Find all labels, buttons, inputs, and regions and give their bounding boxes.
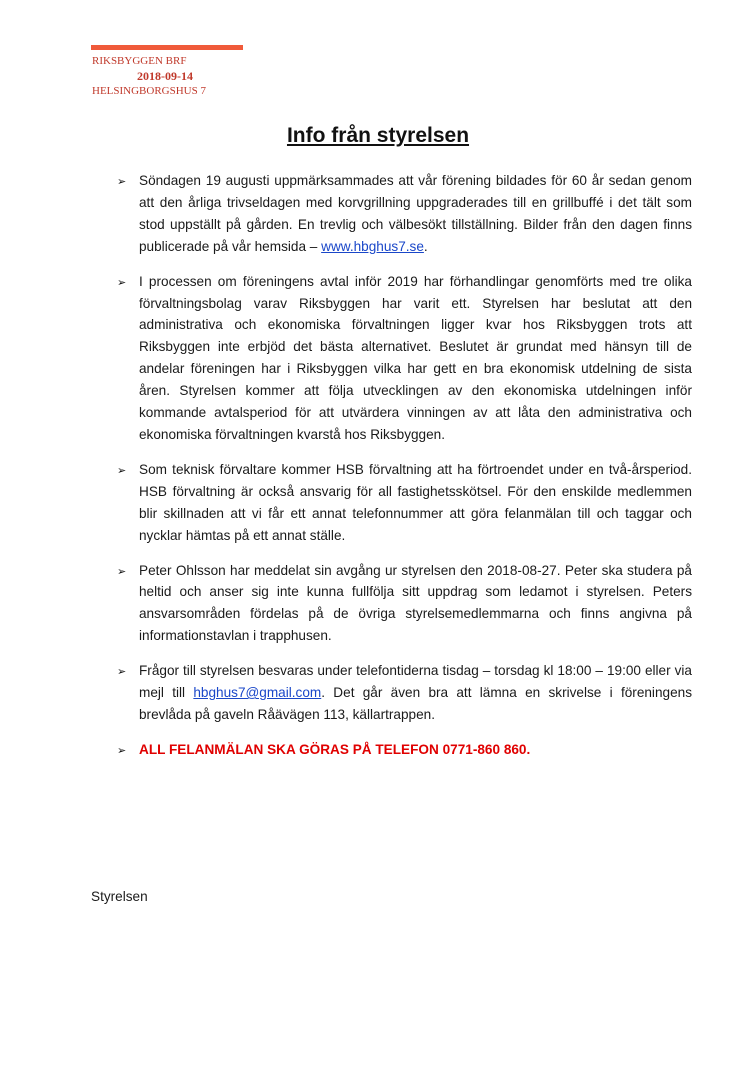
signature: Styrelsen bbox=[91, 889, 148, 904]
header-date: 2018-09-14 bbox=[137, 69, 193, 83]
arrowhead-bullet-icon: ➢ bbox=[117, 744, 127, 757]
list-item bbox=[117, 459, 692, 547]
arrowhead-bullet-icon: ➢ bbox=[117, 565, 127, 578]
page-title: Info från styrelsen bbox=[286, 124, 470, 147]
arrowhead-bullet-icon: ➢ bbox=[117, 276, 127, 289]
list-item-text: Som teknisk förvaltare kommer HSB förvaltning att ha förtroendet under en två-årsperiod. HSB förvaltning är också ansvarig för all fastighetsskötsel. För den enskilde medlemmen blir skillnaden att vi får ett annat telefonnummer att göra felanmälan till och taggar och nycklar hämtas på ett annat ställe. bbox=[139, 461, 692, 543]
header-org: RIKSBYGGEN BRF bbox=[92, 55, 187, 67]
header-rule bbox=[91, 45, 243, 50]
list-item-text: Peter Ohlsson har meddelat sin avgång ur styrelsen den 2018-08-27. Peter ska studera på heltid och anser sig inte kunna fullfölja sitt uppdrag som ledamot i styrelsen. Peters ansvarsområden fördelas på de övriga styrelsemedlemmarna och finns angivna på informationstavlan i trapphusen. bbox=[139, 562, 692, 644]
header-association-name: HELSINGBORGSHUS 7 bbox=[92, 85, 206, 97]
arrowhead-bullet-icon: ➢ bbox=[117, 666, 127, 679]
list-item bbox=[117, 560, 692, 648]
list-item-text: I processen om föreningens avtal inför 2019 har förhandlingar genomförts med tre olika förvaltningsbolag varav Riksbyggen har varit ett. Styrelsen har beslutat att den administrativa och ekonomiska förvaltningen ligger kvar hos Riksbyggen trots att Riksbyggen inte erbjöd det bästa alternativet. Beslutet är grundat med hänsyn till de andelar föreningen har i Riksbyggen vilka har gett en bra ekonomisk utdelning de sista åren. Styrelsen kommer att följa utvecklingen av den ekonomiska utdelningen inför kommande avtalsperiod för att utvärdera vinningen av att låta den administrativa och ekonomiska förvaltningen kvarstå hos Riksbyggen. bbox=[139, 273, 692, 442]
email-link[interactable]: hbghus7@gmail.com bbox=[193, 685, 322, 701]
list-item bbox=[117, 271, 692, 446]
list-item bbox=[117, 739, 692, 761]
website-link[interactable]: www.hbghus7.se bbox=[321, 238, 424, 254]
arrowhead-bullet-icon: ➢ bbox=[117, 464, 127, 477]
alert-text: ALL FELANMÄLAN SKA GÖRAS PÅ TELEFON 0771-860 860. bbox=[139, 741, 531, 757]
info-list bbox=[117, 170, 692, 774]
list-item bbox=[117, 660, 692, 726]
list-item-text: Frågor till styrelsen besvaras under telefontiderna tisdag – torsdag kl 18:00 – 19:00 eller via mejl till hbghus7@gmail.com. Det går även bra att lämna en skrivelse i föreningens brevlåda på gaveln Råävägen 113, källartrappen. bbox=[139, 663, 692, 722]
arrowhead-bullet-icon: ➢ bbox=[117, 176, 127, 188]
list-item-text: Söndagen 19 augusti uppmärksammades att vår förening bildades för 60 år sedan genom att den årliga trivseldagen med korvgrillning uppgraderades till en grillbuffé i det tält som stod uppställt på gården. En trevlig och välbesökt tillställning. Bilder från den dagen finns publicerade på vår hemsida – www.hbghus7.se. bbox=[139, 173, 692, 254]
list-item bbox=[117, 170, 692, 258]
